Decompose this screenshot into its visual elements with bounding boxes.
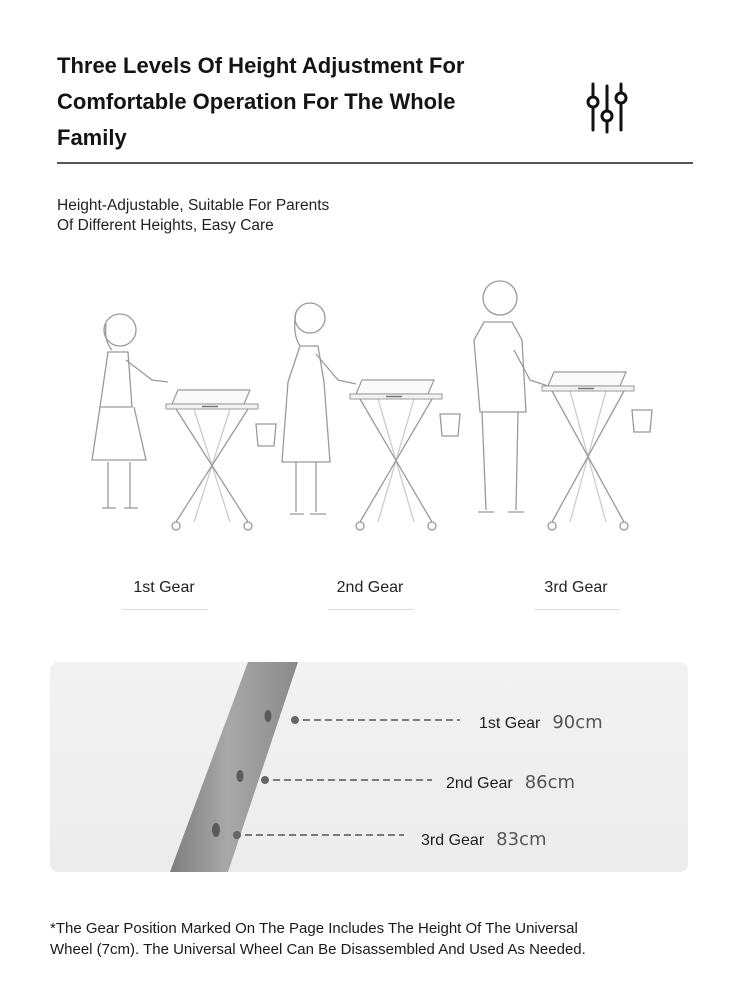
height-row-2-gear: 2nd Gear xyxy=(446,775,513,792)
subtitle-line-2: Of Different Heights, Easy Care xyxy=(57,217,274,234)
tube-diagram xyxy=(50,662,688,872)
title-line-2: Comfortable Operation For The Whole xyxy=(57,89,456,114)
gear-2-dot xyxy=(261,776,269,784)
gear-underline-1 xyxy=(122,609,208,610)
subtitle xyxy=(57,196,437,236)
height-row-3-value: 83cm xyxy=(496,829,547,850)
height-row-1-value: 90cm xyxy=(552,712,603,733)
table-2 xyxy=(350,380,460,530)
page-title xyxy=(57,48,537,156)
gear-label-3: 3rd Gear xyxy=(544,579,608,596)
height-row-2-value: 86cm xyxy=(524,772,576,793)
height-row-2 xyxy=(446,772,575,793)
gear-3-dot xyxy=(233,831,241,839)
woman-figure xyxy=(282,303,356,514)
gear-label-1: 1st Gear xyxy=(133,579,195,596)
height-row-3-gear: 3rd Gear xyxy=(421,832,485,849)
gear-underline-2 xyxy=(328,609,414,610)
footnote-line-1: *The Gear Position Marked On The Page Includes The Height Of The Universal xyxy=(50,920,578,937)
gear-illustrations xyxy=(60,262,700,547)
subtitle-line-1: Height-Adjustable, Suitable For Parents xyxy=(57,197,330,214)
gear-underline-3 xyxy=(534,609,620,610)
title-line-1: Three Levels Of Height Adjustment For xyxy=(57,53,465,78)
footnote-line-2: Wheel (7cm). The Universal Wheel Can Be Disassembled And Used As Needed. xyxy=(50,941,586,958)
man-figure xyxy=(474,281,548,512)
gear-label-2: 2nd Gear xyxy=(336,579,404,596)
title-line-3: Family xyxy=(57,125,127,150)
height-row-3 xyxy=(421,829,546,850)
equalizer-sliders-icon xyxy=(585,82,635,134)
table-1 xyxy=(166,390,276,530)
header-divider xyxy=(57,162,693,164)
table-3 xyxy=(542,372,652,530)
height-row-1 xyxy=(479,712,603,733)
gear-1-dot xyxy=(291,716,299,724)
leg-tube xyxy=(170,662,298,872)
child-figure xyxy=(92,314,168,508)
height-row-1-gear: 1st Gear xyxy=(479,715,541,732)
height-detail-panel xyxy=(50,662,688,872)
footnote xyxy=(50,918,710,960)
